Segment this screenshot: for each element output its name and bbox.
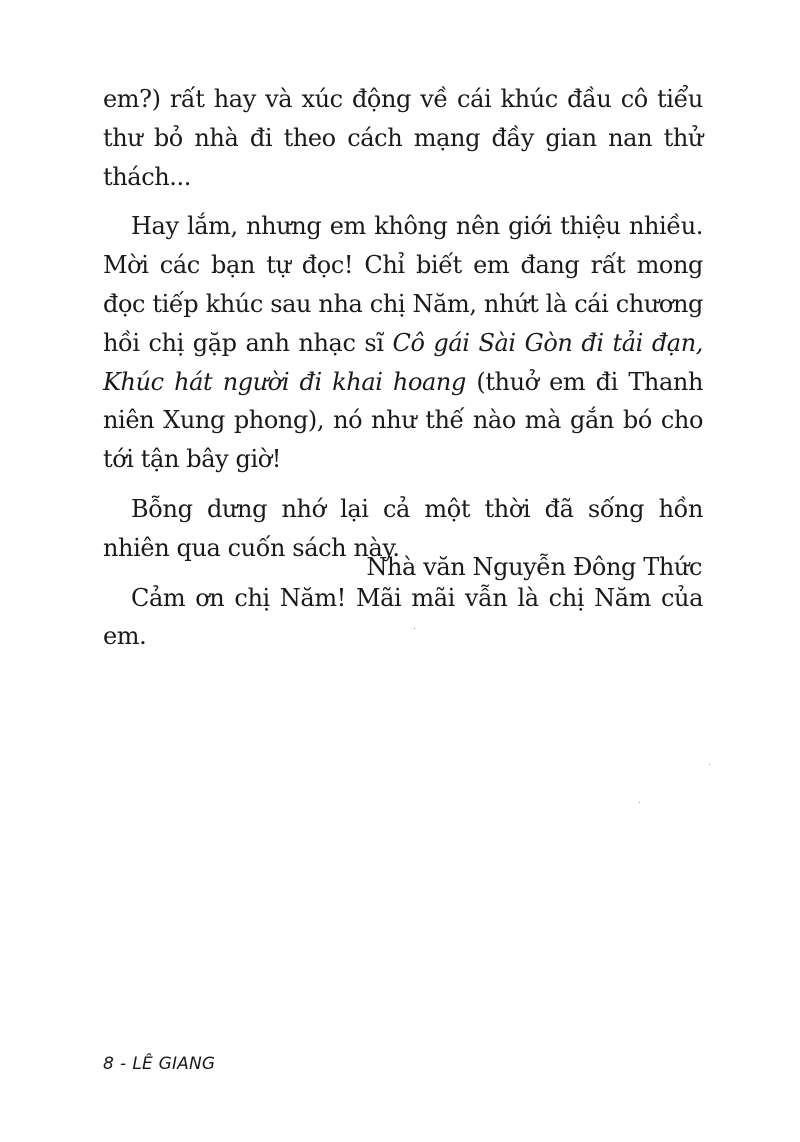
- scan-speck: [709, 764, 710, 765]
- footer-separator: -: [120, 1054, 127, 1074]
- paragraph-2-text-start: Hay lắm, nhưng em không nên giới thiệu nhiều. Mời các bạn tự đọc! Chỉ biết em đang rất mong đọc tiếp khúc sau nha chị Năm, nhứt là cái chương hồi chị gặp anh nhạc sĩ: [103, 212, 703, 357]
- paragraph-1-text: em?) rất hay và xúc động về cái khúc đầu cô tiểu thư bỏ nhà đi theo cách mạng đầy gian nan thử thách...: [103, 85, 703, 191]
- paragraph-1: [103, 80, 703, 196]
- paragraph-4-text: Cảm ơn chị Năm! Mãi mãi vẫn là chị Năm của em.: [103, 583, 703, 651]
- author-signature: Nhà văn Nguyễn Đông Thức: [366, 553, 702, 581]
- song-titles: Cô gái Sài Gòn đi tải đạn, Khúc hát người đi khai hoang: [103, 328, 704, 396]
- scan-speck: [639, 802, 640, 803]
- paragraph-3-text: Bỗng dưng nhớ lại cả một thời đã sống hồn nhiên qua cuốn sách này.: [103, 494, 703, 562]
- page-footer: [103, 1054, 215, 1074]
- paragraph-4: [103, 579, 703, 657]
- paragraph-2: [103, 207, 703, 479]
- page-number: 8: [103, 1054, 115, 1074]
- scan-speck: [414, 628, 415, 629]
- paragraph-2-text-end: (thuở em đi Thanh niên Xung phong), nó như thế nào mà gắn bó cho tới tận bây giờ!: [103, 367, 704, 474]
- running-header-author: LÊ GIANG: [132, 1054, 216, 1074]
